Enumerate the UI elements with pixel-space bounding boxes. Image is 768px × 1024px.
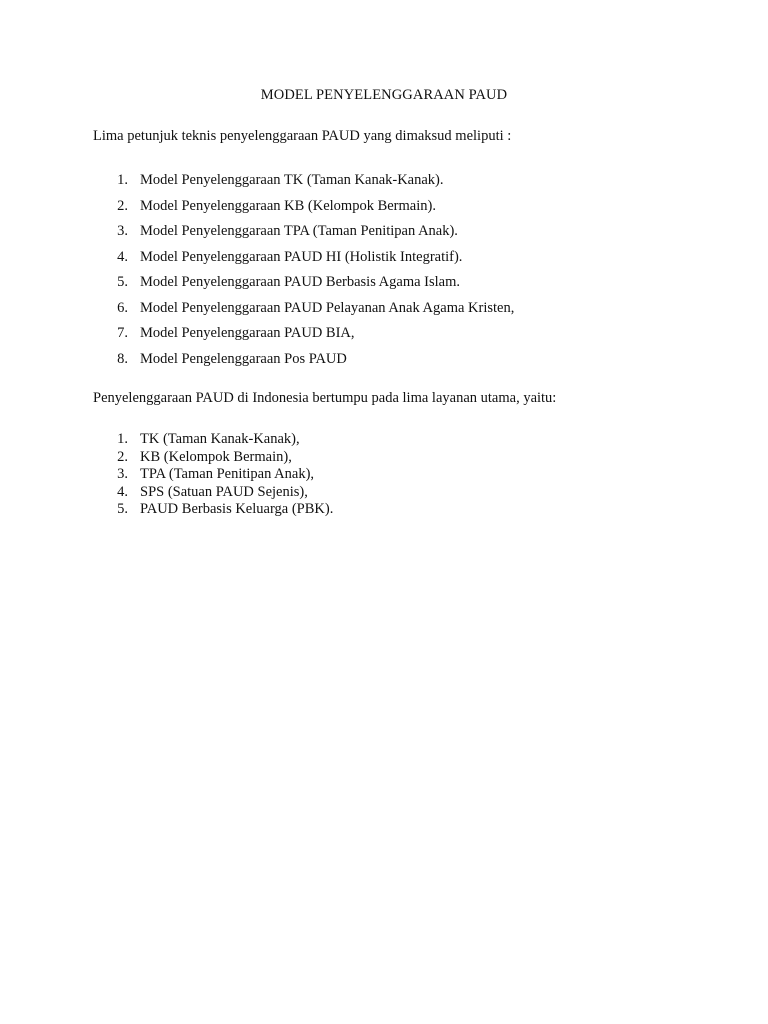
list-item — [93, 349, 514, 375]
models-intro: Lima petunjuk teknis penyelenggaraan PAUD yang dimaksud meliputi : — [93, 128, 512, 144]
page-title: MODEL PENYELENGGARAAN PAUD — [260, 87, 508, 103]
list-item-text: SPS (Satuan PAUD Sejenis), — [140, 483, 308, 500]
list-number: 4. — [117, 248, 128, 265]
list-item-text: Model Penyelenggaraan KB (Kelompok Bermain). — [140, 197, 436, 214]
services-intro: Penyelenggaraan PAUD di Indonesia bertumpu pada lima layanan utama, yaitu: — [93, 390, 557, 406]
list-item — [93, 170, 514, 196]
list-number: 7. — [117, 325, 128, 341]
list-number: 6. — [117, 299, 128, 316]
list-number: 3. — [117, 466, 128, 482]
list-item-text: PAUD Berbasis Keluarga (PBK). — [140, 501, 334, 517]
list-item — [93, 466, 333, 484]
list-item-text: KB (Kelompok Bermain), — [140, 448, 292, 465]
list-item — [93, 323, 514, 349]
list-number: 1. — [117, 172, 128, 188]
list-item-text: Model Penyelenggaraan PAUD BIA, — [140, 325, 355, 341]
services-list — [93, 431, 333, 519]
list-item — [93, 449, 333, 467]
list-item — [93, 272, 514, 298]
list-item — [93, 196, 514, 222]
list-number: 5. — [117, 274, 128, 290]
list-item-text: Model Penyelenggaraan PAUD Pelayanan Anak Agama Kristen, — [140, 299, 515, 316]
list-item-text: Model Penyelenggaraan PAUD Berbasis Agama Islam. — [140, 274, 461, 290]
list-number: 8. — [117, 350, 128, 367]
list-item-text: Model Pengelenggaraan Pos PAUD — [140, 350, 347, 367]
list-number: 5. — [117, 501, 128, 517]
list-item-text: TK (Taman Kanak-Kanak), — [140, 431, 300, 447]
list-item-text: TPA (Taman Penitipan Anak), — [140, 466, 315, 482]
list-item — [93, 221, 514, 247]
list-item-text: Model Penyelenggaraan PAUD HI (Holistik Integratif). — [140, 248, 463, 265]
list-item-text: Model Penyelenggaraan TK (Taman Kanak-Kanak). — [140, 172, 444, 188]
list-item — [93, 501, 333, 519]
list-number: 1. — [117, 431, 128, 447]
list-number: 2. — [117, 448, 128, 465]
list-item — [93, 431, 333, 449]
list-item — [93, 298, 514, 324]
list-item-text: Model Penyelenggaraan TPA (Taman Penitipan Anak). — [140, 223, 458, 239]
list-number: 4. — [117, 483, 128, 500]
models-list — [93, 170, 514, 374]
list-number: 3. — [117, 223, 128, 239]
list-item — [93, 484, 333, 502]
list-item — [93, 247, 514, 273]
list-number: 2. — [117, 197, 128, 214]
